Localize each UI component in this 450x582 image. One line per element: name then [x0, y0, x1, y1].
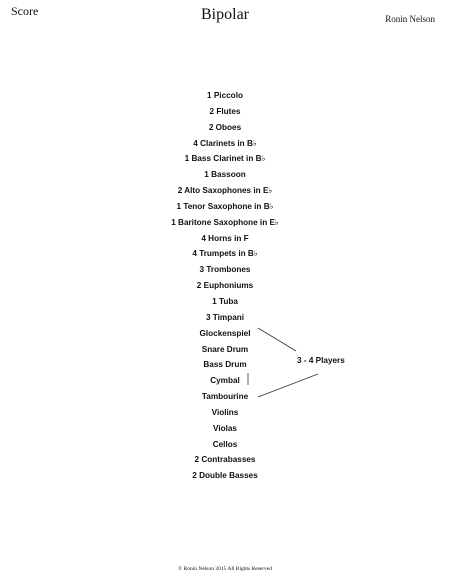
instrument-item: 1 Tenor Saxophone in B♭: [176, 201, 274, 211]
instrument-item: Glockenspiel: [199, 328, 251, 338]
copyright-notice: © Ronin Nelson 2015 All Rights Reserved: [177, 566, 272, 572]
instrument-item: 1 Tuba: [212, 296, 238, 306]
instrument-item: Snare Drum: [201, 344, 249, 354]
instrument-item: 1 Piccolo: [207, 91, 243, 100]
instrument-item: 1 Baritone Saxophone in E♭: [171, 217, 279, 227]
instrument-item: 1 Bass Clarinet in B♭: [184, 154, 266, 164]
instrument-item: Cymbal: [210, 376, 240, 386]
instrument-item: 2 Double Basses: [192, 471, 258, 481]
instrument-item: 2 Contrabasses: [194, 455, 256, 465]
instrument-item: 4 Horns in F: [201, 233, 249, 243]
instrument-item: 2 Flutes: [209, 106, 241, 116]
composer-name: Ronin Nelson: [385, 14, 435, 24]
score-label: Score: [11, 4, 39, 18]
instrument-item: Tambourine: [201, 392, 249, 402]
instrument-item: 2 Euphoniums: [196, 281, 254, 291]
instrument-item: Violas: [213, 423, 237, 433]
instrument-item: 4 Trumpets in B♭: [192, 249, 258, 259]
instrument-item: 2 Oboes: [208, 122, 242, 132]
instrument-item: 1 Bassoon: [204, 170, 246, 180]
instrument-item: 3 Timpani: [205, 312, 245, 322]
page-title: Bipolar: [201, 6, 249, 23]
instrument-item: 3 Trombones: [199, 265, 251, 275]
instrumentation-list: [0, 88, 450, 484]
instrument-item: Cellos: [212, 439, 238, 449]
instrument-item: Violins: [211, 407, 239, 417]
instrument-item: Bass Drum: [203, 360, 247, 370]
instrument-item: 4 Clarinets in B♭: [193, 138, 257, 148]
instrument-item: 2 Alto Saxophones in E♭: [177, 186, 273, 196]
percussion-players-note: 3 - 4 Players: [297, 356, 345, 365]
